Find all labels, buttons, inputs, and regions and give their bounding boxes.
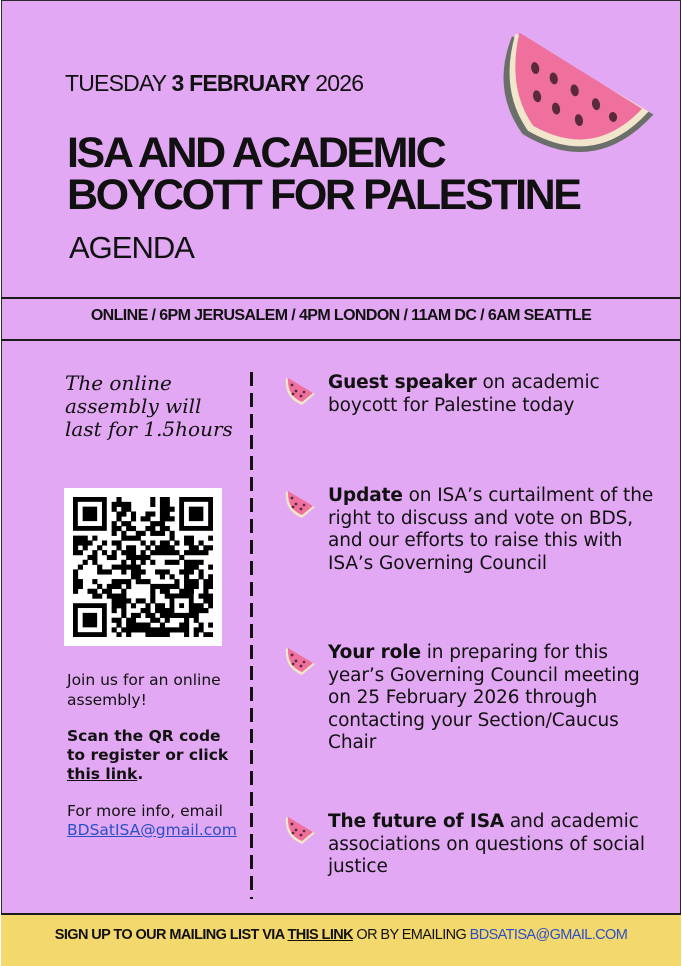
divider-bottom xyxy=(1,339,681,341)
watermelon-slice-icon xyxy=(282,811,318,847)
agenda-item: The future of ISA and academic associations on questions of social justice xyxy=(282,811,662,879)
footer-banner: SIGN UP TO OUR MAILING LIST VIA THIS LINK OR BY EMAILING BDSATISA@GMAIL.COM xyxy=(1,913,681,966)
duration-note: The online assembly will last for 1.5hours xyxy=(65,371,233,441)
page-title: ISA AND ACADEMIC BOYCOTT FOR PALESTINE xyxy=(67,129,580,219)
watermelon-slice-icon xyxy=(282,642,318,678)
agenda-item: Your role in preparing for this year’s Governing Council meeting on 25 February 2026 through contacting your Section/Caucus Chair xyxy=(282,642,662,755)
qr-code[interactable] xyxy=(64,488,222,646)
agenda-heading: AGENDA xyxy=(69,230,194,265)
agenda-item: Update on ISA’s curtailment of the right to discuss and vote on BDS, and our efforts to raise this with ISA’s Governing Council xyxy=(282,485,662,575)
email-link[interactable]: BDSatISA@gmail.com xyxy=(67,821,237,839)
dashed-divider xyxy=(250,372,253,899)
join-text: Join us for an online assembly! xyxy=(67,671,221,709)
agenda-item: Guest speaker on academic boycott for Palestine today xyxy=(282,372,662,417)
schedule-times: ONLINE / 6PM JERUSALEM / 4PM LONDON / 11AM DC / 6AM SEATTLE xyxy=(90,307,592,324)
event-date: TUESDAY 3 FEBRUARY 2026 xyxy=(65,70,364,96)
watermelon-slice-icon xyxy=(282,372,318,408)
watermelon-slice-icon xyxy=(282,485,318,521)
footer-email[interactable]: BDSATISA@GMAIL.COM xyxy=(469,927,628,943)
register-link[interactable]: this link xyxy=(67,765,138,783)
more-info: For more info, email BDSatISA@gmail.com xyxy=(67,802,237,839)
scan-instructions: Scan the QR code to register or click this link. xyxy=(67,727,229,783)
mailing-list-link[interactable]: THIS LINK xyxy=(287,927,353,943)
divider-top xyxy=(1,297,681,299)
flyer xyxy=(1,0,681,966)
